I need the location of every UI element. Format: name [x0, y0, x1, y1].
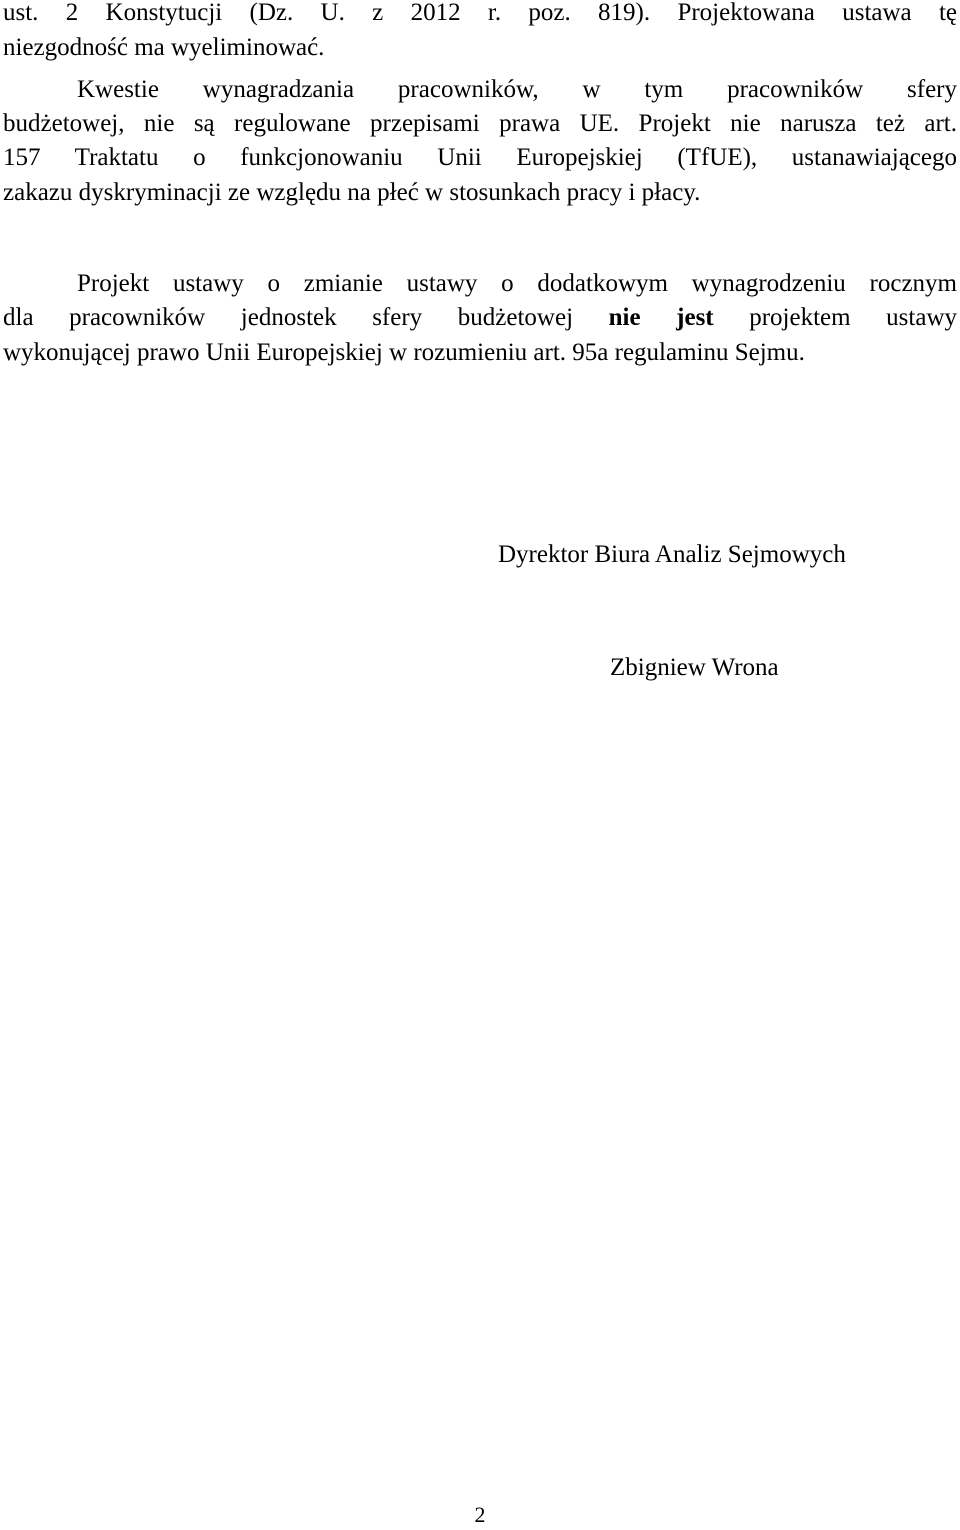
page-number: 2 — [474, 1502, 486, 1527]
paragraph-line — [3, 301, 957, 335]
paragraph-line: budżetowej, nie są regulowane przepisami prawa UE. Projekt nie narusza też art. — [3, 110, 957, 137]
signature-name: Zbigniew Wrona — [610, 654, 779, 681]
paragraph-line: Kwestie wynagradzania pracowników, w tym pracowników sfery — [77, 76, 957, 103]
emphasis-text: nie jest — [608, 304, 714, 331]
paragraph-line: zakazu dyskryminacji ze względu na płeć w stosunkach pracy i płacy. — [3, 179, 701, 206]
paragraph-text: projektem ustawy — [713, 304, 957, 331]
paragraph-line: ust. 2 Konstytucji (Dz. U. z 2012 r. poz. 819). Projektowana ustawa tę — [3, 0, 957, 26]
paragraph-line: wykonującej prawo Unii Europejskiej w rozumieniu art. 95a regulaminu Sejmu. — [3, 339, 805, 366]
paragraph-line: 157 Traktatu o funkcjonowaniu Unii Europejskiej (TfUE), ustanawiającego — [3, 144, 957, 171]
paragraph-line: niezgodność ma wyeliminować. — [3, 34, 325, 61]
paragraph-line: Projekt ustawy o zmianie ustawy o dodatkowym wynagrodzeniu rocznym — [77, 270, 957, 297]
paragraph-text: dla pracowników jednostek sfery budżetowej — [3, 304, 609, 331]
signature-title: Dyrektor Biura Analiz Sejmowych — [498, 541, 846, 568]
